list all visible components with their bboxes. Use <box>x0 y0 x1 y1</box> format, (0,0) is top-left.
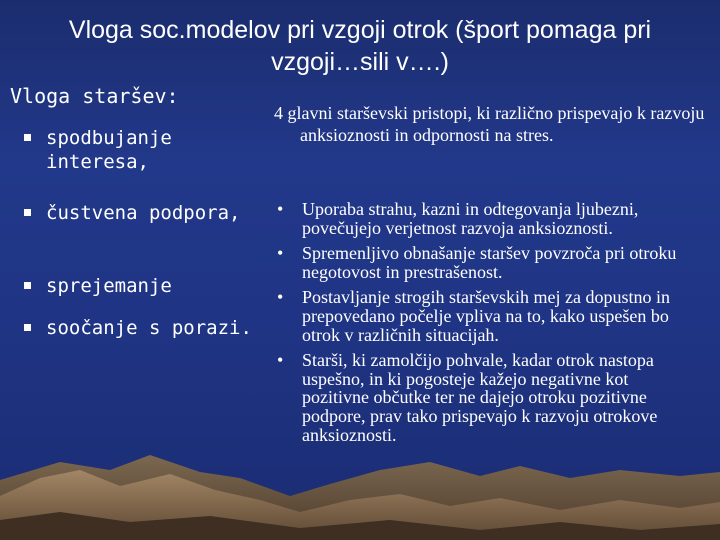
slide-title: Vloga soc.modelov pri vzgoji otrok (šport pomaga pri vzgoji…sili v….) <box>68 16 652 76</box>
dot-bullet-icon: • <box>277 243 284 264</box>
dot-bullet-icon: • <box>277 199 284 219</box>
list-item <box>24 126 254 174</box>
list-item-text: spodbujanje interesa, <box>46 127 172 173</box>
intro-paragraph: 4 glavni starševski pristopi, ki različno prispevajo k razvoju anksioznosti in odpornosti na stres. <box>274 103 705 145</box>
list-item-text: čustvena podpora, <box>46 202 241 224</box>
right-bullet-list <box>277 199 697 451</box>
square-bullet-icon <box>24 324 31 331</box>
list-item <box>277 243 697 282</box>
square-bullet-icon <box>24 282 31 289</box>
list-item <box>277 287 697 345</box>
list-item-text: sprejemanje <box>46 275 172 297</box>
list-item-text: Postavljanje strogih starševskih mej za dopustno in prepovedano počelje vpliva na to, kako uspešen bo otrok v različnih situacijah. <box>302 287 670 345</box>
list-item-text: Spremenljivo obnašanje staršev povzroča pri otroku negotovost in prestrašenost. <box>302 243 677 282</box>
left-heading: Vloga staršev: <box>10 84 179 108</box>
dot-bullet-icon: • <box>277 287 284 308</box>
list-item <box>277 350 697 445</box>
square-bullet-icon <box>24 134 31 141</box>
list-item <box>24 201 240 225</box>
list-item-text: soočanje s porazi. <box>46 317 252 339</box>
list-item-text: Starši, ki zamolčijo pohvale, kadar otrok nastopa uspešno, in ki pogosteje kažejo negativne kot pozitivne občutke ter ne dajejo otroku pozitivne podpore, prav tako prispevajo k razvoju otrokove anksioznosti. <box>302 350 658 445</box>
dot-bullet-icon: • <box>277 350 284 371</box>
list-item <box>24 274 172 298</box>
list-item-text: Uporaba strahu, kazni in odtegovanja ljubezni, povečujejo verjetnost razvoja anksioznosti. <box>302 199 639 238</box>
square-bullet-icon <box>24 209 31 216</box>
list-item <box>277 199 697 238</box>
list-item <box>24 316 252 340</box>
